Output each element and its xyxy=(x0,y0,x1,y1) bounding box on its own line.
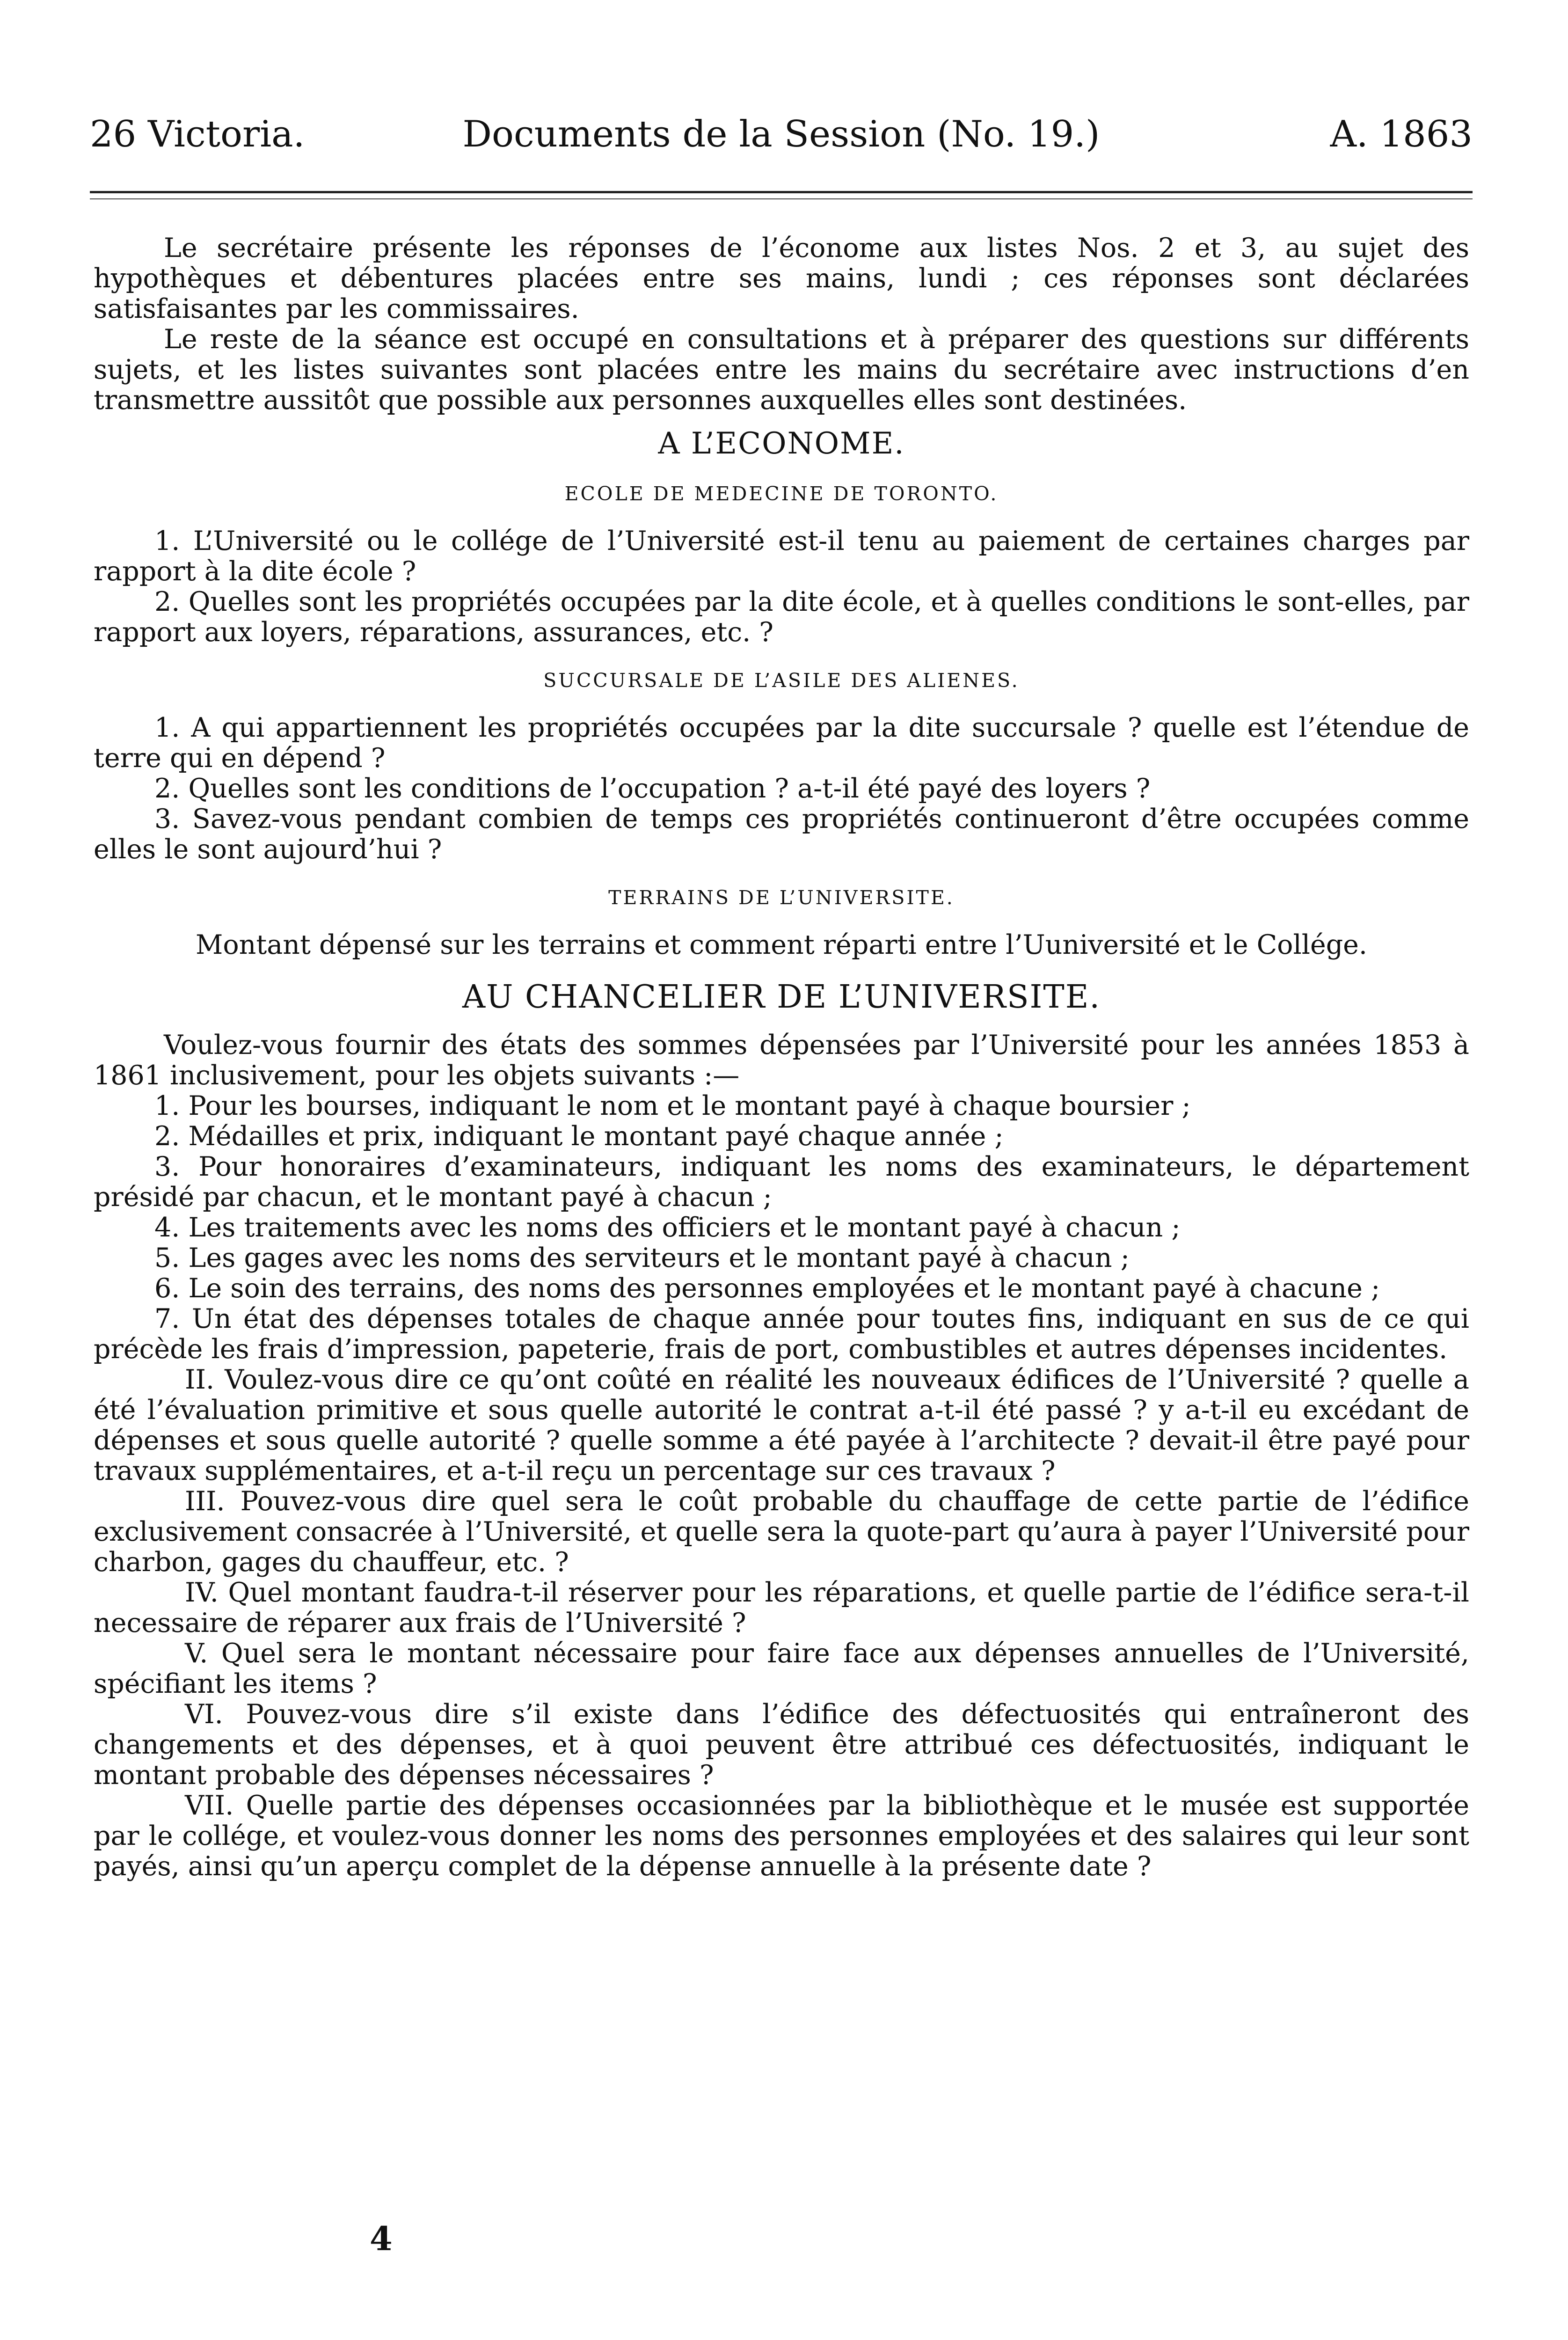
page-number: 4 xyxy=(370,2219,393,2258)
terrains-question: Montant dépensé sur les terrains et comment réparti entre l’Uuniversité et le Collége. xyxy=(195,929,1368,960)
list-item: 5. Les gages avec les noms des serviteurs et le montant payé à chacun ; xyxy=(154,1243,1130,1273)
list-item: 6. Le soin des terrains, des noms des personnes employées et le montant payé à chacune ; xyxy=(154,1273,1380,1304)
section-heading-chancelier: AU CHANCELIER DE L’UNIVERSITE. xyxy=(462,979,1101,1016)
roman-question: III. Pouvez-vous dire quel sera le coût probable du chauffage de cette partie de l’édifice exclusivement consacrée à l’Université, et quelle sera la quote-part qu’aura à payer l’Université pour charbon, gages du chauffeur, etc. ? xyxy=(94,1486,1469,1578)
list-item: 4. Les traitements avec les noms des officiers et le montant payé à chacun ; xyxy=(154,1212,1181,1243)
header-volume: 26 Victoria. xyxy=(90,113,305,155)
header-rule-thick xyxy=(90,191,1473,193)
intro-paragraph: Le secrétaire présente les réponses de l’économe aux listes Nos. 2 et 3, au sujet des hypothèques et débentures placées entre ses mains, lundi ; ces réponses sont déclarées satisfaisantes par les commissaires. xyxy=(94,233,1469,324)
list-item: 2. Médailles et prix, indiquant le montant payé chaque année ; xyxy=(154,1121,1004,1152)
chancelier-intro: Voulez-vous fournir des états des sommes dépensées par l’Université pour les années 1853 à 1861 inclusivement, pour les objets suivants :— xyxy=(94,1030,1469,1091)
question-item: 1. A qui appartiennent les propriétés occupées par la dite succursale ? quelle est l’étendue de terre qui en dépend ? xyxy=(94,712,1469,774)
question-item: 3. Savez-vous pendant combien de temps ces propriétés continueront d’être occupées comme elles le sont aujourd’hui ? xyxy=(94,804,1469,865)
header-rule-thin xyxy=(90,198,1473,199)
roman-question: VI. Pouvez-vous dire s’il existe dans l’édifice des défectuosités qui entraîneront des changements et des dépenses, et à quoi peuvent être attribué ces défectuosités, indiquant le montant probable des dépenses nécessaires ? xyxy=(94,1699,1469,1791)
subheading-ecole-medecine: ECOLE DE MEDECINE DE TORONTO. xyxy=(564,483,999,505)
subheading-asile: SUCCURSALE DE L’ASILE DES ALIENES. xyxy=(543,669,1020,692)
list-item: 3. Pour honoraires d’examinateurs, indiquant les noms des examinateurs, le département présidé par chacun, et le montant payé à chacun ; xyxy=(94,1151,1469,1213)
intro-paragraph: Le reste de la séance est occupé en consultations et à préparer des questions sur différents sujets, et les listes suivantes sont placées entre les mains du secrétaire avec instructions d’en transmettre aussitôt que possible aux personnes auxquelles elles sont destinées. xyxy=(94,324,1469,416)
body-text xyxy=(94,233,1469,1882)
roman-question: V. Quel sera le montant nécessaire pour faire face aux dépenses annuelles de l’Université, spécifiant les items ? xyxy=(94,1638,1469,1699)
header-year: A. 1863 xyxy=(1330,113,1473,155)
list-item: 7. Un état des dépenses totales de chaque année pour toutes fins, indiquant en sus de ce qui précède les frais d’impression, papeterie, frais de port, combustibles et autres dépenses incidentes. xyxy=(94,1303,1469,1365)
roman-question: VII. Quelle partie des dépenses occasionnées par la bibliothèque et le musée est supportée par le collége, et voulez-vous donner les noms des personnes employées et des salaires qui leur sont payés, ainsi qu’un aperçu complet de la dépense annuelle à la présente date ? xyxy=(94,1790,1469,1882)
question-item: 2. Quelles sont les conditions de l’occupation ? a-t-il été payé des loyers ? xyxy=(154,773,1151,804)
running-header xyxy=(90,109,1473,160)
subheading-terrains: TERRAINS DE L’UNIVERSITE. xyxy=(608,886,955,909)
section-heading-econome: A L’ECONOME. xyxy=(658,426,905,461)
question-item: 2. Quelles sont les propriétés occupées par la dite école, et à quelles conditions le sont-elles, par rapport aux loyers, réparations, assurances, etc. ? xyxy=(94,586,1469,648)
roman-question: II. Voulez-vous dire ce qu’ont coûté en réalité les nouveaux édifices de l’Université ? quelle a été l’évaluation primitive et sous quelle autorité le contrat a-t-il été passé ? y a-t-il eu excédant de dépenses et sous quelle autorité ? quelle somme a été payée à l’architecte ? devait-il être payé pour travaux supplémentaires, et a-t-il reçu un percentage sur ces travaux ? xyxy=(94,1364,1469,1486)
question-item: 1. L’Université ou le collége de l’Université est-il tenu au paiement de certaines charges par rapport à la dite école ? xyxy=(94,526,1469,587)
list-item: 1. Pour les bourses, indiquant le nom et le montant payé à chaque boursier ; xyxy=(154,1090,1191,1121)
roman-question: IV. Quel montant faudra-t-il réserver pour les réparations, et quelle partie de l’édifice sera-t-il necessaire de réparer aux frais de l’Université ? xyxy=(94,1577,1469,1638)
header-title: Documents de la Session (No. 19.) xyxy=(462,113,1100,155)
